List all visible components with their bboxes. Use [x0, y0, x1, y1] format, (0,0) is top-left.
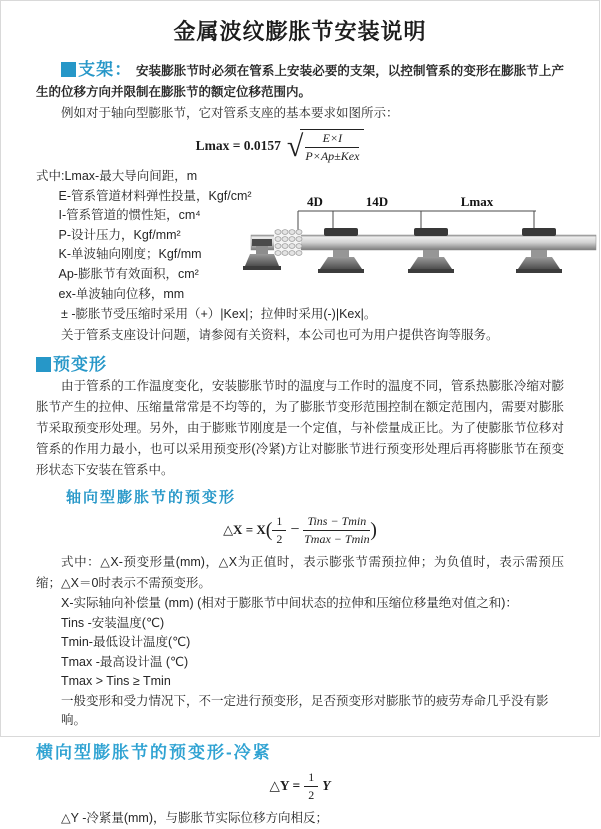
formula-delta-y-lhs: △Y =	[269, 777, 301, 793]
note-line: X-实际轴向补偿量 (mm) (相对于膨胀节中间状态的拉伸和压缩位移量绝对值之和)：	[61, 596, 518, 611]
note-line: Tmin-最低设计温度(℃)	[61, 635, 191, 650]
radical-sign: √ $\frac{E\times I}{\text{P×Ap±Kex}}$	[287, 129, 364, 164]
axial-subsection-heading: 轴向型膨胀节的预变形	[66, 489, 237, 507]
predeform-section-heading-row	[36, 355, 564, 376]
predeform-paragraph: 由于管系的工作温度变化，安装膨胀节时的温度与工作时的温度不同，管系热膨胀冷缩对膨胀节产生的拉伸、压缩量常常是不均等的，为了膨胀节变形范围控制在额定范围内，需要对膨胀节采取预变形处理。另外，由于膨账节刚度是一个定值，与补偿量成正比。为了使膨胀节位移对管系的作用力最小，也可以采用预变形(冷紧)方让对膨胀节进行预变形处理后再将膨胀节在预变形状态下安装在管系中。	[36, 379, 564, 478]
page-title: 金属波纹膨胀节安装说明	[173, 19, 427, 44]
formula-delta-y	[36, 770, 564, 803]
definition-item: ex-单波轴向位移，mm	[58, 286, 185, 301]
section-marker-square	[36, 357, 51, 372]
definition-item: I-管系管道的惯性矩，cm⁴	[58, 208, 201, 223]
definition-item: K-单波轴向刚度；Kgf/mm	[58, 247, 202, 262]
dimension-label-4d: 4D	[307, 194, 323, 209]
axial-notes-list	[36, 594, 564, 731]
dimension-label-14d: 14D	[365, 194, 389, 209]
definition-item: E-管系管道材料弹性投量，Kgf/cm²	[58, 188, 252, 203]
bellows	[274, 230, 302, 256]
section-marker-square	[61, 62, 76, 77]
note-line: Tmax > Tins ≥ Tmin	[61, 674, 171, 689]
dimension-label-lmax: Lmax	[460, 194, 494, 209]
support-intro-text: 安装膨胀节时必须在管系上安装必要的支架，以控制管系的变形在膨胀节上产生的位移方向并限制在膨胀节的额定位移范围内。	[36, 64, 564, 99]
guide-support	[516, 228, 562, 273]
pipe-support-diagram	[246, 193, 601, 288]
guide-support	[408, 228, 454, 273]
formula-delta-x	[36, 514, 564, 547]
lateral-explain-line: △Y -冷紧量(mm)，与膨胀节实际位移方向相反；	[61, 810, 329, 825]
note-line: Tins -安装温度(℃)	[61, 615, 165, 630]
axial-explain-paragraph: 式中：△X-预变形量(mm)，△X为正值时，表示膨张节需预拉伸；为负值时，表示需预压缩；△X＝0时表示不需预变形。	[36, 555, 564, 591]
guide-support	[318, 228, 364, 273]
half-fraction: $\frac{1}{2}$	[272, 514, 286, 547]
formula-delta-y-rhs: Y	[322, 777, 331, 793]
section-heading-support: 支架：	[78, 60, 133, 79]
lateral-subsection-heading: 横向型膨胀节的预变形-冷紧	[36, 742, 272, 762]
support-example-line: 例如对于轴向型膨胀节，它对管系支座的基本要求如图所示：	[61, 106, 399, 120]
definition-item: 式中:Lmax-最大导向间距，m	[36, 169, 198, 183]
definition-item: Ap-膨胀节有效面积，cm²	[58, 266, 199, 281]
formula-lmax	[36, 129, 524, 164]
open-paren: (	[265, 519, 273, 542]
note-line: 一般变形和受力情况下，不一定进行预变形，足否预变形对膨胀节的疲劳寿命几乎没有影响。	[61, 693, 549, 728]
close-paren: )	[370, 519, 377, 542]
definition-item: P-设计压力，Kgf/mm²	[58, 227, 181, 242]
consult-line: 关于管系支座设计问题，请参阅有关资料，本公司也可为用户提供咨询等服务。	[61, 328, 499, 343]
temperature-fraction: $\frac{\text{Tins − Tmin}}{Tmax - Tmin}$	[304, 514, 370, 547]
formula-delta-x-lhs: △X = X	[223, 522, 266, 538]
half-fraction: $\frac{1}{2}$	[304, 770, 318, 803]
plusminus-note-line: ± -膨胀节受压缩时采用（+）|Kex|；拉伸时采用(-)|Kex|。	[61, 307, 377, 322]
section-heading-predeform: 预变形	[53, 355, 107, 375]
note-line: Tmax -最高设计温 (℃)	[61, 654, 189, 669]
formula-lmax-lhs: Lmax = 0.0157	[195, 138, 281, 154]
support-intro-paragraph	[36, 59, 564, 103]
pipe	[251, 235, 596, 250]
minus-sign: −	[290, 521, 300, 539]
formula-lmax-fraction: $\frac{E\times I}{\text{P×Ap±Kex}}$	[305, 131, 360, 163]
